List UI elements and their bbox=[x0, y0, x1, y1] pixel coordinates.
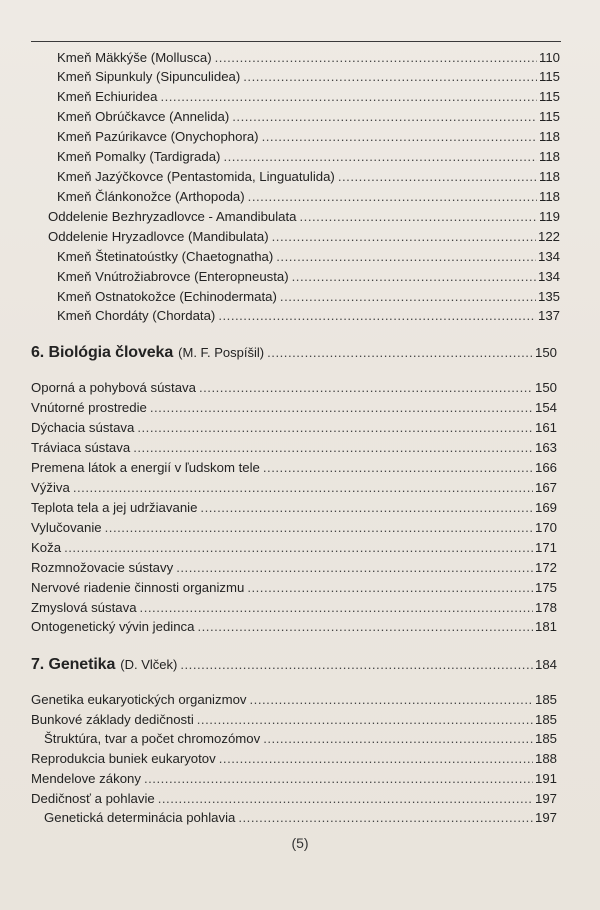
toc-entry bbox=[57, 288, 560, 305]
toc-entry-page: 154 bbox=[534, 400, 557, 415]
toc-entry-page: 181 bbox=[534, 619, 557, 634]
leader-dots bbox=[262, 128, 537, 145]
toc-entry bbox=[31, 618, 557, 635]
toc-entry-title: Mendelove zákony bbox=[31, 771, 141, 786]
leader-dots bbox=[150, 399, 533, 416]
chapter-title: 6. Biológia človeka bbox=[31, 344, 174, 361]
leader-dots bbox=[248, 188, 537, 205]
page-number: (5) bbox=[291, 835, 309, 851]
toc-entry-page: 118 bbox=[538, 149, 560, 164]
leader-dots bbox=[276, 248, 536, 265]
toc-entry bbox=[57, 168, 560, 185]
toc-entry-title: Kmeň Vnútrožiabrovce (Enteropneusta) bbox=[57, 269, 289, 284]
toc-entry-page: 185 bbox=[534, 712, 557, 727]
toc-entry-page: 166 bbox=[534, 460, 557, 475]
leader-dots bbox=[140, 599, 533, 616]
toc-entry-page: 161 bbox=[534, 420, 557, 435]
toc-entry-title: Kmeň Chordáty (Chordata) bbox=[57, 308, 216, 323]
toc-entry-title: Nervové riadenie činnosti organizmu bbox=[31, 580, 245, 595]
leader-dots bbox=[250, 691, 533, 708]
toc-entry-title: Kmeň Jazýčkovce (Pentastomida, Linguatulida) bbox=[57, 169, 335, 184]
toc-entry bbox=[31, 499, 557, 516]
toc-entry-title: Koža bbox=[31, 540, 62, 555]
chapter-heading bbox=[31, 656, 557, 673]
toc-entry bbox=[31, 479, 557, 496]
toc-entry bbox=[31, 539, 557, 556]
toc-entry bbox=[57, 108, 560, 125]
toc-entry-page: 118 bbox=[538, 169, 560, 184]
chapter-author: (M. F. Pospíšil) bbox=[178, 345, 265, 360]
leader-dots bbox=[64, 539, 533, 556]
toc-entry-page: 150 bbox=[534, 380, 557, 395]
toc-entry-title: Bunkové základy dedičnosti bbox=[31, 712, 194, 727]
toc-entry-page: 137 bbox=[537, 308, 560, 323]
leader-dots bbox=[197, 711, 533, 728]
leader-dots bbox=[300, 208, 537, 225]
toc-entry bbox=[57, 307, 560, 324]
toc-entry-page: 167 bbox=[534, 480, 557, 495]
toc-entry bbox=[31, 750, 557, 767]
toc-entry-title: Kmeň Sipunkuly (Sipunculidea) bbox=[57, 69, 241, 84]
toc-entry-title: Zmyslová sústava bbox=[31, 600, 137, 615]
leader-dots bbox=[197, 618, 533, 635]
leader-dots bbox=[199, 379, 533, 396]
leader-dots bbox=[144, 770, 533, 787]
toc-entry-title: Teplota tela a jej udržiavanie bbox=[31, 500, 198, 515]
leader-dots bbox=[137, 419, 533, 436]
toc-entry bbox=[48, 228, 560, 245]
leader-dots bbox=[219, 750, 533, 767]
leader-dots bbox=[272, 228, 536, 245]
toc-entry-title: Štruktúra, tvar a počet chromozómov bbox=[44, 731, 261, 746]
toc-entry-title: Kmeň Pazúrikavce (Onychophora) bbox=[57, 129, 259, 144]
toc-entry-title: Kmeň Článkonožce (Arthopoda) bbox=[57, 189, 245, 204]
leader-dots bbox=[263, 730, 533, 747]
toc-entry-page: 188 bbox=[534, 751, 557, 766]
leader-dots bbox=[280, 288, 536, 305]
leader-dots bbox=[263, 459, 533, 476]
toc-entry bbox=[31, 691, 557, 708]
leader-dots bbox=[243, 68, 537, 85]
toc-entry-title: Kmeň Pomalky (Tardigrada) bbox=[57, 149, 221, 164]
chapter-author: (D. Vlček) bbox=[120, 657, 178, 672]
toc-entry-title: Kmeň Ostnatokožce (Echinodermata) bbox=[57, 289, 277, 304]
toc-entry bbox=[57, 248, 560, 265]
toc-entry-title: Tráviaca sústava bbox=[31, 440, 131, 455]
chapter-heading bbox=[31, 344, 557, 361]
toc-entry-page: 171 bbox=[534, 540, 557, 555]
toc-entry-page: 134 bbox=[537, 249, 560, 264]
toc-entry-page: 135 bbox=[537, 289, 560, 304]
toc-entry bbox=[31, 519, 557, 536]
toc-entry-page: 115 bbox=[538, 109, 560, 124]
toc-entry-page: 197 bbox=[534, 810, 557, 825]
toc-entry bbox=[31, 459, 557, 476]
leader-dots bbox=[176, 559, 533, 576]
toc-entry-page: 178 bbox=[534, 600, 557, 615]
toc-entry-title: Vnútorné prostredie bbox=[31, 400, 147, 415]
leader-dots bbox=[215, 49, 537, 66]
leader-dots bbox=[160, 88, 537, 105]
toc-entry-page: 119 bbox=[538, 209, 560, 224]
toc-entry-title: Výživa bbox=[31, 480, 70, 495]
toc-entry bbox=[31, 770, 557, 787]
toc-entry-title: Kmeň Mäkkýše (Mollusca) bbox=[57, 50, 212, 65]
leader-dots bbox=[232, 108, 537, 125]
toc-entry bbox=[48, 208, 560, 225]
chapter-page: 184 bbox=[534, 657, 557, 672]
toc-entry-page: 185 bbox=[534, 692, 557, 707]
toc-entry-title: Oddelenie Bezhryzadlovce - Amandibulata bbox=[48, 209, 297, 224]
toc-entry-page: 169 bbox=[534, 500, 557, 515]
leader-dots bbox=[105, 519, 533, 536]
toc-entry bbox=[57, 128, 560, 145]
toc-entry-title: Reprodukcia buniek eukaryotov bbox=[31, 751, 216, 766]
leader-dots bbox=[133, 439, 533, 456]
toc-entry bbox=[31, 711, 557, 728]
toc-entry bbox=[31, 599, 557, 616]
toc-entry bbox=[31, 790, 557, 807]
toc-entry-title: Kmeň Obrúčkavce (Annelida) bbox=[57, 109, 230, 124]
toc-entry bbox=[31, 579, 557, 596]
toc-entry bbox=[44, 730, 557, 747]
leader-dots bbox=[292, 268, 536, 285]
toc-entry-title: Dedičnosť a pohlavie bbox=[31, 791, 155, 806]
toc-entry-page: 118 bbox=[538, 129, 560, 144]
toc-entry-title: Rozmnožovacie sústavy bbox=[31, 560, 174, 575]
toc-entry-page: 191 bbox=[534, 771, 557, 786]
toc-entry bbox=[31, 439, 557, 456]
toc-entry-page: 134 bbox=[537, 269, 560, 284]
toc-entry bbox=[57, 148, 560, 165]
leader-dots bbox=[180, 656, 533, 673]
toc-entry-title: Dýchacia sústava bbox=[31, 420, 135, 435]
toc-entry-page: 197 bbox=[534, 791, 557, 806]
toc-entry bbox=[57, 68, 560, 85]
toc-entry-title: Premena látok a energií v ľudskom tele bbox=[31, 460, 260, 475]
toc-entry-page: 118 bbox=[538, 189, 560, 204]
toc-entry-title: Ontogenetický vývin jedinca bbox=[31, 619, 195, 634]
toc-entry bbox=[57, 49, 560, 66]
leader-dots bbox=[218, 307, 536, 324]
toc-entry bbox=[31, 399, 557, 416]
leader-dots bbox=[338, 168, 537, 185]
toc-entry bbox=[44, 809, 557, 826]
toc-entry-page: 110 bbox=[538, 50, 560, 65]
leader-dots bbox=[73, 479, 533, 496]
toc-entry-title: Oporná a pohybová sústava bbox=[31, 380, 196, 395]
toc-entry bbox=[31, 379, 557, 396]
toc-entry-title: Oddelenie Hryzadlovce (Mandibulata) bbox=[48, 229, 269, 244]
toc-entry-page: 115 bbox=[538, 69, 560, 84]
toc-entry-page: 175 bbox=[534, 580, 557, 595]
toc-entry bbox=[57, 88, 560, 105]
leader-dots bbox=[200, 499, 533, 516]
leader-dots bbox=[223, 148, 537, 165]
toc-entry-page: 172 bbox=[534, 560, 557, 575]
leader-dots bbox=[158, 790, 533, 807]
chapter-title: 7. Genetika bbox=[31, 656, 116, 673]
chapter-page: 150 bbox=[534, 345, 557, 360]
toc-entry-page: 185 bbox=[534, 731, 557, 746]
toc-entry-title: Genetická determinácia pohlavia bbox=[44, 810, 236, 825]
toc-entry-title: Vylučovanie bbox=[31, 520, 102, 535]
toc-entry bbox=[31, 419, 557, 436]
toc-entry-page: 163 bbox=[534, 440, 557, 455]
toc-entry-page: 170 bbox=[534, 520, 557, 535]
toc-entry bbox=[57, 268, 560, 285]
toc-entry-title: Genetika eukaryotických organizmov bbox=[31, 692, 247, 707]
toc-entry-title: Kmeň Štetinatoústky (Chaetognatha) bbox=[57, 249, 274, 264]
toc-entry-page: 122 bbox=[537, 229, 560, 244]
toc-entry-page: 115 bbox=[538, 89, 560, 104]
toc-entry bbox=[57, 188, 560, 205]
toc-entry bbox=[31, 559, 557, 576]
leader-dots bbox=[267, 344, 533, 361]
leader-dots bbox=[247, 579, 533, 596]
toc-entry-title: Kmeň Echiuridea bbox=[57, 89, 158, 104]
leader-dots bbox=[238, 809, 533, 826]
